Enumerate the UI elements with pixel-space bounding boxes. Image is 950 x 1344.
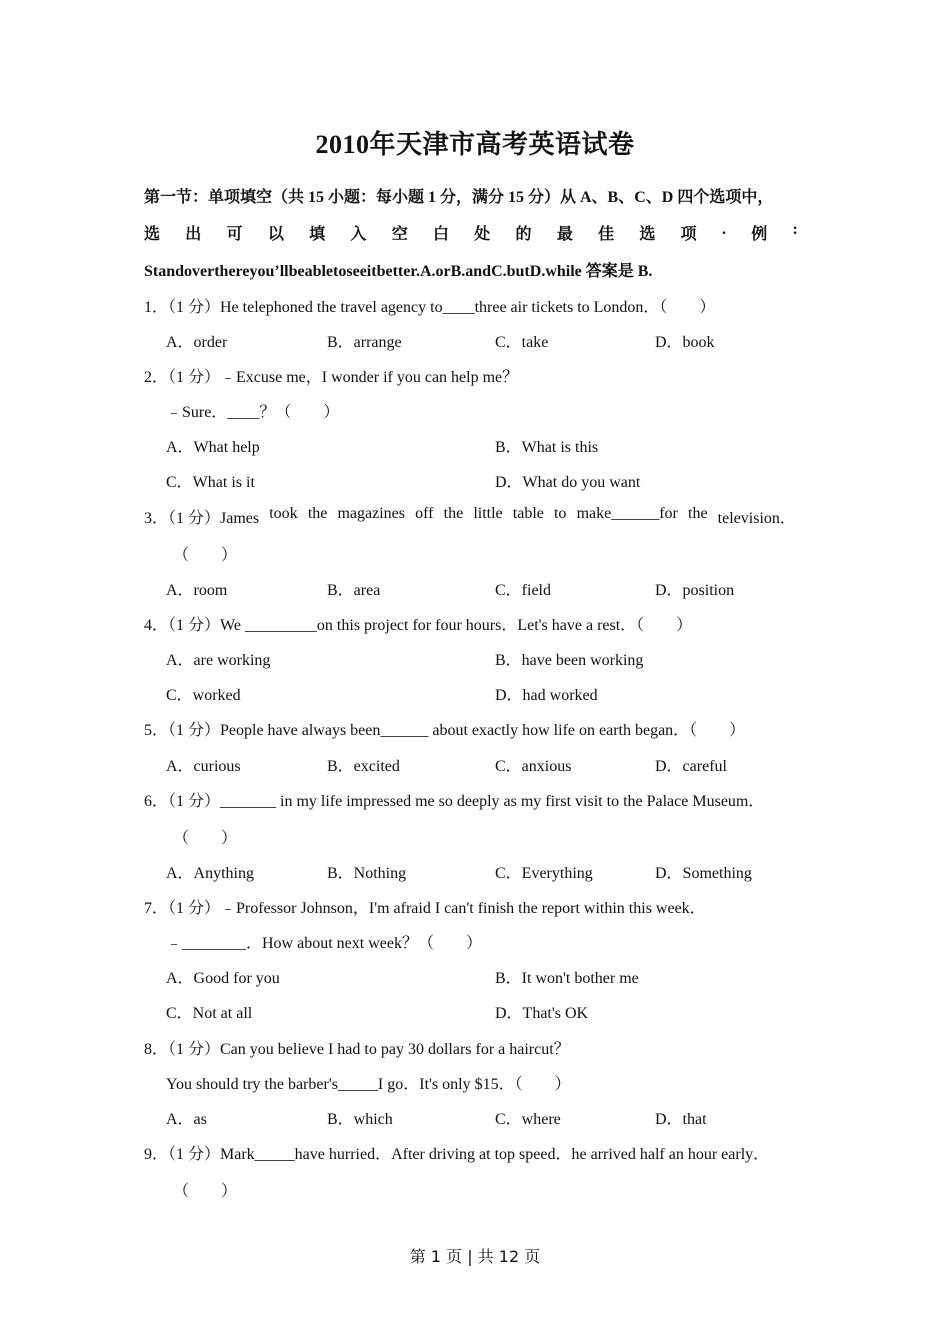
question-1-stem: 1．（1 分）He telephoned the travel agency to____three air tickets to London．（ ）: [144, 299, 716, 316]
q3-word: little: [473, 505, 503, 522]
question-4-option-c: C．worked: [166, 687, 241, 704]
instructions-line-1: 第一节：单项填空（共 15 小题：每小题 1 分，满分 15 分）从 A、B、C、D 四个选项中，: [144, 189, 774, 206]
instr-char: 空: [391, 226, 408, 243]
question-5-option-c: C．anxious: [495, 758, 572, 775]
question-2-stem: 2．（1 分）﹣Excuse me，I wonder if you can help me？: [144, 369, 519, 386]
question-5-option-d: D．careful: [655, 758, 727, 775]
page-footer: 第 1 页 | 共 12 页: [409, 1247, 541, 1266]
q3-word: make______for: [576, 505, 678, 522]
question-8-stem: 8．（1 分）Can you believe I had to pay 30 dollars for a haircut？: [144, 1041, 570, 1058]
question-1-option-b: B．arrange: [327, 334, 402, 351]
instr-char: 选: [639, 226, 656, 243]
instr-char: 可: [226, 226, 243, 243]
instructions-line-2: [144, 221, 798, 244]
instr-char: 出: [185, 226, 202, 243]
question-6-option-d: D．Something: [655, 865, 752, 882]
question-4-option-a: A．are working: [166, 652, 271, 669]
question-7-dialogue: ﹣________．How about next week？（ ）: [166, 935, 482, 952]
question-7-option-d: D．That's OK: [495, 1005, 589, 1022]
instr-char: 的: [515, 226, 532, 243]
question-3-option-d: D．position: [655, 582, 735, 599]
instr-char: 填: [309, 226, 326, 243]
instr-char: 以: [267, 226, 284, 243]
question-7-stem: 7．（1 分）﹣Professor Johnson，I'm afraid I can't finish the report within this week．: [144, 900, 706, 917]
question-3-option-a: A．room: [166, 582, 228, 599]
question-8-option-a: A．as: [166, 1111, 207, 1128]
question-2-dialogue: ﹣Sure．____？（ ）: [166, 404, 340, 421]
instr-char: 选: [144, 226, 161, 243]
question-5-stem: 5．（1 分）People have always been______ about exactly how life on earth began．（ ）: [144, 722, 746, 739]
question-4-option-d: D．had worked: [495, 687, 598, 704]
instr-char: 项: [680, 226, 697, 243]
question-8-option-b: B．which: [327, 1111, 393, 1128]
q3-word: the: [688, 505, 708, 522]
question-8-option-d: D．that: [655, 1111, 707, 1128]
instr-char: 佳: [598, 226, 615, 243]
question-9-stem: 9．（1 分）Mark_____have hurried．After driving at top speed．he arrived half an hour early．: [144, 1146, 770, 1163]
question-7-option-b: B．It won't bother me: [495, 970, 639, 987]
q3-word: off: [415, 505, 434, 522]
question-2-option-c: C．What is it: [166, 474, 255, 491]
question-3-stem: [144, 505, 796, 528]
instr-char: 处: [474, 226, 491, 243]
question-5-option-b: B．excited: [327, 758, 400, 775]
question-3-answer-paren: （ ）: [173, 547, 238, 564]
question-1-option-a: A．order: [166, 334, 228, 351]
page-title: 2010年天津市高考英语试卷: [315, 130, 635, 159]
question-6-option-b: B．Nothing: [327, 865, 407, 882]
question-4-option-b: B．have been working: [495, 652, 644, 669]
instr-char: 例: [751, 226, 768, 243]
instr-char: :: [792, 221, 798, 238]
question-6-option-c: C．Everything: [495, 865, 593, 882]
q3-word: the: [307, 505, 328, 522]
question-2-option-b: B．What is this: [495, 439, 599, 456]
question-2-option-d: D．What do you want: [495, 474, 641, 491]
question-8-option-c: C．where: [495, 1111, 561, 1128]
question-1-option-d: D．book: [655, 334, 715, 351]
question-1-option-c: C．take: [495, 334, 549, 351]
question-7-option-a: A．Good for you: [166, 970, 280, 987]
instr-char: 最: [556, 226, 573, 243]
question-6-answer-paren: （ ）: [173, 830, 238, 847]
q3-word: to: [553, 505, 567, 522]
q3-word: took: [269, 505, 298, 522]
question-8-dialogue: You should try the barber's_____I go．It's only $15．（ ）: [166, 1076, 571, 1093]
q3-word: table: [512, 505, 544, 522]
q3-word: the: [443, 505, 464, 522]
question-6-option-a: A．Anything: [166, 865, 255, 882]
question-9-answer-paren: （ ）: [173, 1183, 238, 1200]
question-5-option-a: A．curious: [166, 758, 241, 775]
question-3-option-b: B．area: [327, 582, 381, 599]
instr-char: 白: [432, 226, 449, 243]
q3-word: magazines: [337, 505, 406, 522]
q3-word: television．: [717, 510, 796, 527]
question-7-option-c: C．Not at all: [166, 1005, 253, 1022]
instructions-line-3: Standoverthereyou’llbeabletoseeitbetter.A.orB.andC.butD.while 答案是 B.: [144, 263, 653, 280]
question-2-option-a: A．What help: [166, 439, 260, 456]
question-4-stem: 4．（1 分）We _________on this project for four hours．Let's have a rest．（ ）: [144, 617, 693, 634]
q3-word: 3．（1 分）James: [144, 510, 260, 527]
question-3-option-c: C．field: [495, 582, 551, 599]
instr-char: 入: [350, 226, 367, 243]
instr-char: .: [721, 221, 726, 238]
question-6-stem: 6．（1 分）_______ in my life impressed me so deeply as my first visit to the Palace Museum．: [144, 793, 765, 810]
